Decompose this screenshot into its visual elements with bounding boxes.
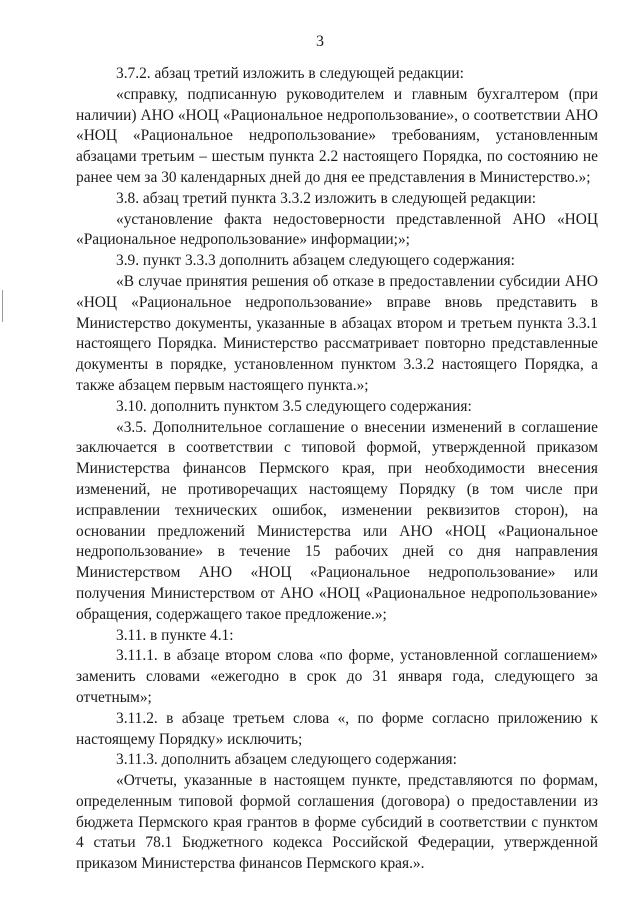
document-body — [76, 64, 598, 875]
paragraph-3-10-heading: 3.10. дополнить пунктом 3.5 следующего содержания: — [116, 397, 472, 415]
paragraph-3-11-3-text: «Отчеты, указанные в настоящем пункте, представляются по формам, определенным типовой формой соглашения (договора) о предоставлении из бюджета Пермского края грантов в форме субсидий в соответствии с пунктом 4 статьи 78.1 Бюджетного кодекса Российской Федерации, утвержденной приказом Министерства финансов Пермского края.». — [76, 772, 598, 873]
paragraph-3-11-3-heading: 3.11.3. дополнить абзацем следующего содержания: — [116, 751, 457, 769]
paragraph-3-7-2-heading: 3.7.2. абзац третий изложить в следующей редакции: — [116, 65, 464, 82]
page-number: 3 — [316, 33, 324, 50]
paragraph-3-8-text: «установление факта недостоверности представленной АНО «НОЦ «Рациональное недропользование» информации;»; — [76, 210, 598, 249]
paragraph-3-7-2-text: «справку, подписанную руководителем и главным бухгалтером (при наличии) АНО «НОЦ «Рациональное недропользование», о соответствии АНО «НОЦ «Рациональное недропользование» требованиям, установленным абзацами третьим – шестым пункта 2.2 настоящего Порядка, по состоянию не ранее чем за 30 календарных дней до дня ее представления в Министерство.»; — [76, 85, 598, 186]
paragraph-3-8-heading: 3.8. абзац третий пункта 3.3.2 изложить в следующей редакции: — [116, 189, 537, 207]
paragraph-3-10-text: «3.5. Дополнительное соглашение о внесении изменений в соглашение заключается в соответствии с типовой формой, утвержденной приказом Министерства финансов Пермского края, при необходимости внесения изменений, не противоречащих настоящему Порядку (в том числе при исправлении технических ошибок, изменении реквизитов сторон), на основании предложений Министерства или АНО «НОЦ «Рациональное недропользование» в течение 15 рабочих дней со дня направления Министерством АНО «НОЦ «Рациональное недропользование» или получения Министерством от АНО «НОЦ «Рациональное недропользование» обращения, содержащего такое предложение.»; — [76, 418, 598, 623]
scan-artifact-line — [2, 290, 3, 322]
paragraph-3-11-2: 3.11.2. в абзаце третьем слова «, по форме согласно приложению к настоящему Порядку» исключить; — [76, 709, 598, 748]
paragraph-3-9-heading: 3.9. пункт 3.3.3 дополнить абзацем следующего содержания: — [116, 252, 515, 270]
paragraph-3-11-heading: 3.11. в пункте 4.1: — [116, 626, 234, 644]
paragraph-3-9-text: «В случае принятия решения об отказе в предоставлении субсидии АНО «НОЦ «Рациональное недропользование» вправе вновь представить в Министерство документы, указанные в абзацах втором и третьем пункта 3.3.1 настоящего Порядка. Министерство рассматривает повторно представленные документы в порядке, установленном пунктом 3.3.2 настоящего Порядка, а также абзацем первым настоящего пункта.»; — [76, 272, 598, 394]
paragraph-3-11-1: 3.11.1. в абзаце втором слова «по форме, установленной соглашением» заменить словами «ежегодно в срок до 31 января года, следующего за отчетным»; — [76, 647, 598, 706]
